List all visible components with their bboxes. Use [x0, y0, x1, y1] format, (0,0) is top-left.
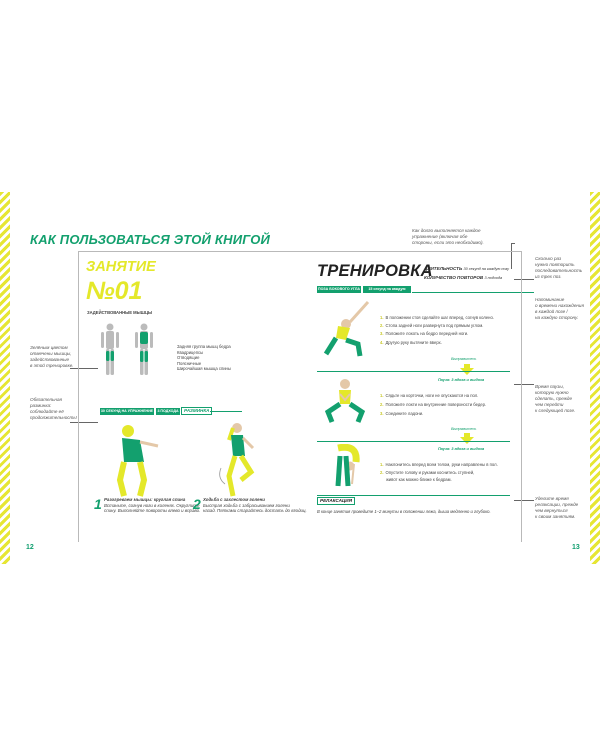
muscle-list [177, 344, 231, 372]
exercise-butt-kick-walk-illustration [207, 418, 267, 498]
relax-divider [317, 495, 510, 496]
leader-line [511, 243, 515, 244]
reps-value: 3 подхода [484, 276, 503, 280]
divider-2 [317, 441, 510, 442]
exercise-1-number: 1 [94, 496, 102, 512]
side-angle-pose-illustration [316, 298, 376, 358]
reps-row [424, 275, 502, 280]
straighten-label-2: Выпрямитесь [451, 427, 477, 431]
muscle-item: Квадрицепсы [177, 349, 204, 355]
reps-label: КОЛИЧЕСТВО ПОВТОРОВ [424, 275, 484, 280]
right-stripe [590, 192, 600, 564]
muscle-item: Поясничные [177, 360, 202, 366]
note-pause: Время паузы, которую нужно сделать, прежде чем перейти к следующей позе. [535, 384, 576, 413]
duration-label: ДЛИТЕЛЬНОСТЬ [424, 266, 463, 271]
exercise-round-back-illustration [100, 418, 162, 498]
duration-value: 30 секунд на каждую позу [463, 267, 510, 271]
pose-name-badge: ПОЗА БОКОВОГО УГЛА [318, 287, 360, 291]
left-stripe [0, 192, 10, 564]
exercise-2-number: 2 [193, 496, 201, 512]
pause-label-1: Пауза: 3 вдоха и выдоха [438, 378, 485, 382]
note-muscles: Зелёным цветом отмечены мышцы, задействованные в этой тренировке. [30, 345, 74, 368]
muscles-heading: ЗАДЕЙСТВОВАННЫЕ МЫШЦЫ [87, 310, 153, 315]
note-duration: Как долго выполняется каждое упражнение (включая обе стороны, если это необходимо). [412, 228, 484, 245]
relax-label: РЕЛАКСАЦИЯ [317, 497, 355, 505]
note-relax: Уделите время релаксации, прежде чем вернуться к своим занятиям. [535, 496, 579, 519]
page-number-left: 12 [26, 544, 34, 551]
training-title: ТРЕНИРОВКА [317, 262, 433, 280]
muscle-item: Задняя группа мышц бедра [177, 344, 231, 349]
page-header: КАК ПОЛЬЗОВАТЬСЯ ЭТОЙ КНИГОЙ [30, 232, 271, 247]
relax-text: В конце занятия проведите 1–2 минуты в положении лежа, дыша медленно и глубоко. [317, 509, 491, 514]
straighten-label-1: Выпрямитесь [451, 357, 477, 361]
note-hold-time: Напоминание о времени нахождения в каждой позе / на каждую сторону. [535, 297, 584, 320]
page-number-right: 13 [572, 544, 580, 551]
squat-pose-illustration [322, 376, 368, 424]
pause-label-2: Пауза: 3 вдоха и выдоха [438, 447, 485, 451]
divider-1 [317, 371, 510, 372]
warmup-reps-badge: 3 ПОДХОДА [157, 409, 179, 413]
duration-row [424, 266, 509, 271]
warmup-line [210, 411, 242, 412]
lesson-title: ЗАНЯТИЕ [86, 259, 156, 275]
forward-fold-pose-illustration [328, 444, 368, 488]
lesson-number: №01 [86, 277, 143, 305]
muscle-item: Широчайшая мышца спины [177, 366, 231, 372]
warmup-label: РАЗМИНКА [181, 407, 212, 415]
exercise-2-caption: Ходьба с захлестом голени Быстрая ходьба с забрасыванием голени назад. Пятками старайтесь достать до ягодиц. [203, 497, 307, 514]
exercise-1-caption: Разогреваем мышцы: круглая спина Встаньте, согнув ноги в коленях. Округлите спину. Выполняйте повороты влево и вправо. [104, 497, 201, 514]
muscle-item: Отводящие [177, 355, 200, 361]
pose-time-badge: 15 секунд на каждую сторону [363, 286, 411, 293]
muscle-figures-illustration [96, 322, 162, 380]
note-reps: Сколько раз нужно повторить последовательность из трех поз. [535, 256, 583, 279]
warmup-time-badge: 30 СЕКУНД НА УПРАЖНЕНИЕ [100, 409, 154, 413]
note-warmup: Обязательная разминка: соблюдайте её продолжительность! [30, 397, 78, 420]
